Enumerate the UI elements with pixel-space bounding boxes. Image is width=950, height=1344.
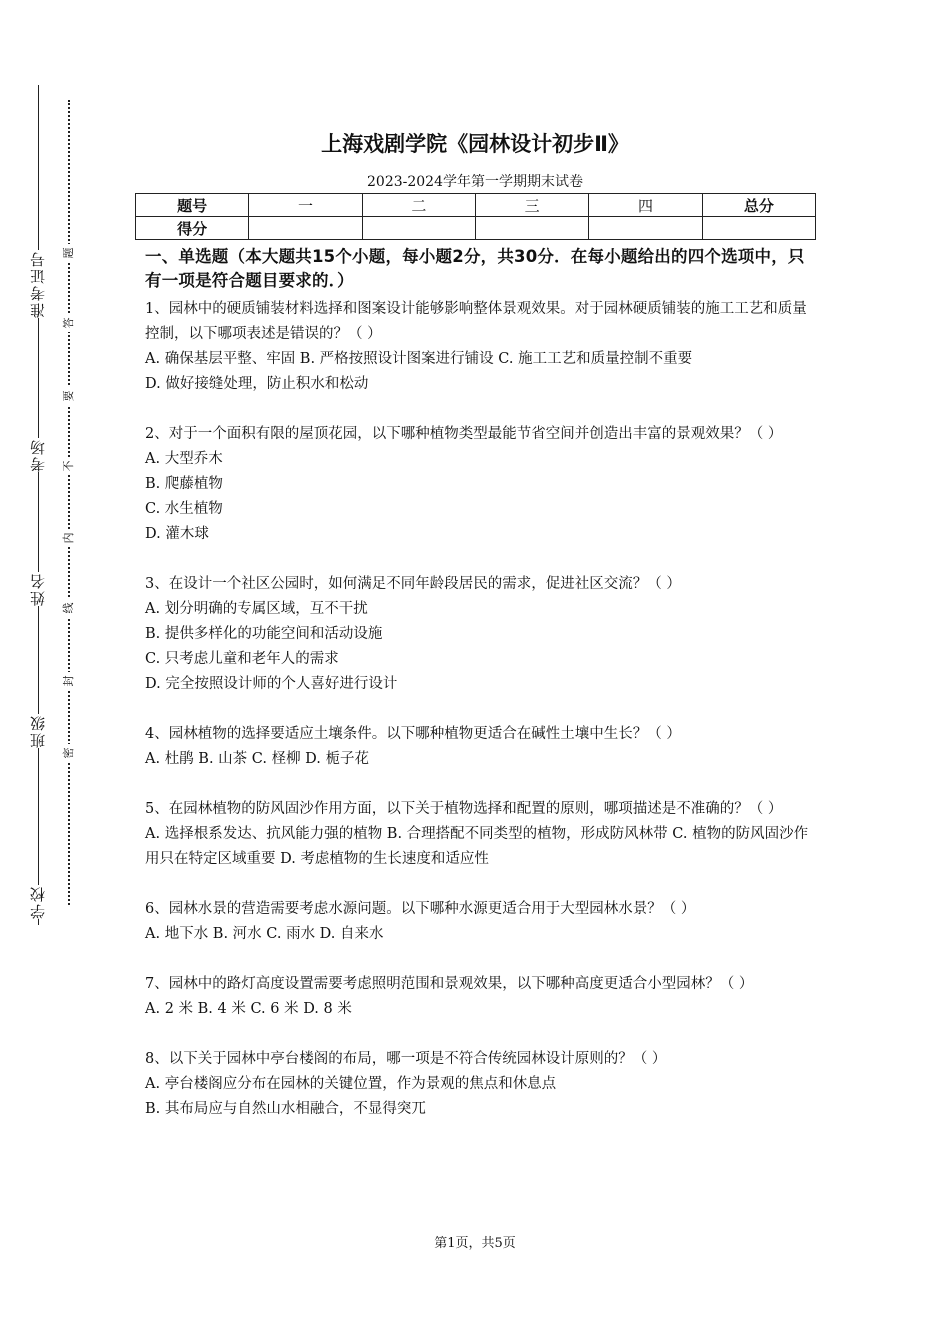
score-header-cell: 一	[249, 194, 362, 217]
score-cell	[702, 217, 815, 240]
question-option: A. 选择根系发达、抗风能力强的植物 B. 合理搭配不同类型的植物，形成防风林带 C. 植物的防风固沙作用只在特定区域重要 D. 考虑植物的生长速度和适应性	[145, 826, 809, 867]
seal-dotted-line	[68, 100, 70, 905]
exam-subtitle: 2023-2024学年第一学期期末试卷	[367, 174, 583, 190]
score-header-cell: 题号	[136, 194, 249, 217]
school-label: 学校	[22, 885, 54, 919]
question-option: C. 水生植物	[145, 501, 223, 517]
question-option: D. 灌木球	[145, 526, 209, 542]
question-option: A. 地下水 B. 河水 C. 雨水 D. 自来水	[145, 926, 384, 942]
seal-char-yao: 要	[61, 387, 77, 405]
question-option: A. 确保基层平整、牢固 B. 严格按照设计图案进行铺设 C. 施工工艺和质量控制不重要	[145, 351, 693, 367]
question-stem: 8、以下关于园林中亭台楼阁的布局，哪一项是不符合传统园林设计原则的？（ ）	[145, 1051, 667, 1067]
question-option: B. 提供多样化的功能空间和活动设施	[145, 626, 383, 642]
score-cell	[249, 217, 362, 240]
question-1	[145, 297, 817, 397]
score-header-cell: 二	[362, 194, 475, 217]
seal-char-feng: 封	[61, 672, 77, 690]
question-option: A. 亭台楼阁应分布在园林的关键位置，作为景观的焦点和休息点	[145, 1076, 557, 1092]
binding-line	[38, 85, 39, 925]
question-stem: 4、园林植物的选择要适应土壤条件。以下哪种植物更适合在碱性土壤中生长？（ ）	[145, 726, 681, 742]
score-header-cell: 四	[589, 194, 702, 217]
question-option: A. 大型乔木	[145, 451, 223, 467]
score-table	[135, 193, 816, 240]
class-label: 班级	[22, 714, 54, 748]
seal-char-bu: 不	[61, 457, 77, 475]
page-title: 上海戏剧学院《园林设计初步Ⅱ》	[321, 132, 629, 156]
seal-char-xian: 线	[61, 599, 77, 617]
question-5	[145, 797, 817, 872]
question-option: B. 爬藤植物	[145, 476, 223, 492]
question-stem: 7、园林中的路灯高度设置需要考虑照明范围和景观效果，以下哪种高度更适合小型园林？（ ）	[145, 976, 754, 992]
question-stem: 3、在设计一个社区公园时，如何满足不同年龄段居民的需求，促进社区交流？（ ）	[145, 576, 681, 592]
question-option: A. 杜鹃 B. 山茶 C. 柽柳 D. 栀子花	[145, 751, 370, 767]
exam-id-label: 准考证号	[22, 250, 54, 318]
question-6	[145, 897, 817, 947]
question-3	[145, 572, 817, 697]
binding-margin	[0, 0, 110, 1344]
question-2	[145, 422, 817, 547]
score-table-header-row	[136, 194, 816, 217]
score-row-label: 得分	[136, 217, 249, 240]
name-label: 姓名	[22, 572, 54, 606]
question-stem: 5、在园林植物的防风固沙作用方面，以下关于植物选择和配置的原则，哪项描述是不准确的？（ ）	[145, 801, 783, 817]
score-header-cell: 三	[475, 194, 588, 217]
question-7	[145, 972, 817, 1022]
seal-char-nei: 内	[61, 529, 77, 547]
question-4	[145, 722, 817, 772]
exam-room-label: 考场	[22, 438, 54, 472]
question-stem: 6、园林水景的营造需要考虑水源问题。以下哪种水源更适合用于大型园林水景？（ ）	[145, 901, 696, 917]
question-option: A. 划分明确的专属区域，互不干扰	[145, 601, 368, 617]
question-option: C. 只考虑儿童和老年人的需求	[145, 651, 339, 667]
question-option: D. 完全按照设计师的个人喜好进行设计	[145, 676, 398, 692]
question-option: A. 2 米 B. 4 米 C. 6 米 D. 8 米	[145, 1001, 352, 1017]
score-cell	[589, 217, 702, 240]
page-number: 第1页，共5页	[434, 1236, 516, 1251]
question-stem: 1、园林中的硬质铺装材料选择和图案设计能够影响整体景观效果。对于园林硬质铺装的施工工艺和质量控制，以下哪项表述是错误的？（ ）	[145, 301, 807, 342]
score-cell	[362, 217, 475, 240]
score-cell	[475, 217, 588, 240]
question-content	[145, 245, 817, 1147]
score-table-score-row	[136, 217, 816, 240]
seal-char-da: 答	[61, 314, 77, 332]
score-header-cell: 总分	[702, 194, 815, 217]
seal-char-mi: 密	[61, 744, 77, 762]
seal-char-ti: 题	[61, 244, 77, 262]
question-option: B. 其布局应与自然山水相融合，不显得突兀	[145, 1101, 426, 1117]
question-option: D. 做好接缝处理，防止积水和松动	[145, 376, 369, 392]
question-stem: 2、对于一个面积有限的屋顶花园，以下哪种植物类型最能节省空间并创造出丰富的景观效果？（ ）	[145, 426, 783, 442]
question-8	[145, 1047, 817, 1122]
section-heading: 一、单选题（本大题共15个小题，每小题2分，共30分．在每小题给出的四个选项中，只有一项是符合题目要求的．）	[145, 247, 805, 290]
